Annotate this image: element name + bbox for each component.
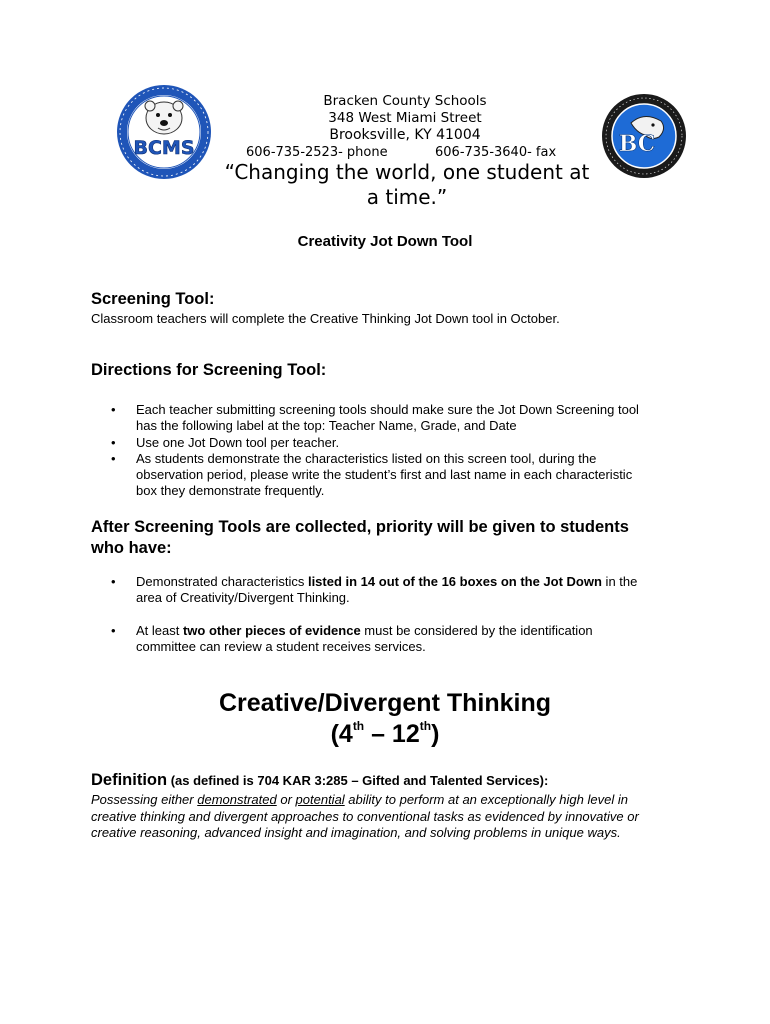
bullet-icon: • [111,434,116,450]
screening-heading: Screening Tool: [91,290,215,308]
bc-logo [601,93,687,179]
school-motto [212,160,602,210]
priority-list [91,574,691,607]
tool-title: Creativity Jot Down Tool [297,233,473,250]
definition-heading: Definition (as defined is 704 KAR 3:285 – Gifted and Talented Services): [91,771,549,789]
section-title: Creative/Divergent Thinking [218,689,552,717]
list-item [91,435,691,451]
bc-logo-text: BC [618,131,656,157]
list-item [91,402,691,435]
list-item-line: At least two other pieces of evidence must be considered by the identification [136,623,593,638]
list-item-line: area of Creativity/Divergent Thinking. [136,590,350,606]
directions-heading: Directions for Screening Tool: [91,361,327,379]
list-item-line: observation period, please write the student’s first and last name in each characteristic [136,467,633,483]
bcms-logo [116,84,212,180]
school-city: Brooksville, KY 41004 [329,127,481,143]
list-item-line: Use one Jot Down tool per teacher. [136,434,340,450]
bullet-icon: • [111,450,116,466]
bcms-logo-text: BCMS [133,137,195,159]
list-item [91,574,691,607]
definition-text [91,792,691,842]
fax-number: 606-735-3640- fax [435,145,557,160]
bullet-icon: • [111,402,116,417]
directions-list [91,402,691,500]
bullet-icon: • [111,574,116,589]
school-street: 348 West Miami Street [328,110,482,126]
motto-line-2: a time.” [366,185,448,209]
priority-heading-line-1: After Screening Tools are collected, priority will be given to students [91,518,629,536]
list-item [91,623,691,656]
list-item [91,451,691,500]
phone-number: 606-735-2523- phone [246,145,388,160]
definition-line: Possessing either demonstrated or potential ability to perform at an exceptionally high level in [91,792,628,807]
motto-line-1: “Changing the world, one student at [224,160,590,184]
list-item-line: Each teacher submitting screening tools should make sure the Jot Down Screening tool [136,402,639,417]
grade-range: (4th – 12th) [330,719,440,748]
screening-text: Classroom teachers will complete the Creative Thinking Jot Down tool in October. [91,311,560,326]
definition-line: creative reasoning, advanced insight and imagination, and solving problems in unique ways. [91,825,621,840]
bullet-icon: • [111,623,116,638]
list-item-line: As students demonstrate the characteristics listed on this screen tool, during the [136,450,597,466]
list-item-line: Demonstrated characteristics listed in 14 out of the 16 boxes on the Jot Down in the [136,574,638,589]
list-item-line: has the following label at the top: Teacher Name, Grade, and Date [136,418,517,434]
priority-heading-line-2: who have: [91,539,172,557]
priority-list-2 [91,623,691,656]
list-item-line: committee can review a student receives services. [136,639,426,655]
priority-heading [91,517,629,559]
definition-line: creative thinking and divergent approaches to conventional tasks as evidenced by innovative or [91,808,639,824]
list-item-line: box they demonstrate frequently. [136,483,325,499]
school-name: Bracken County Schools [323,93,487,109]
